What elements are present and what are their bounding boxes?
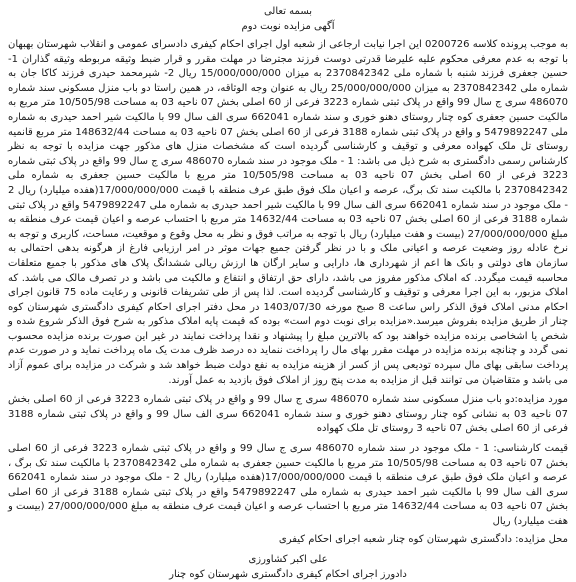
venue-paragraph: محل مزایده: دادگستری شهرستان کوه چنار شعبه اجرای احکام کیفری xyxy=(278,533,568,545)
invocation-heading: بسمه تعالی xyxy=(263,6,313,17)
signatory-position: دادورز اجرای احکام کیفری دادگستری شهرستان کوه چنار xyxy=(169,569,407,581)
signatory-name: علی اکبر کشاورزی xyxy=(248,554,328,566)
notice-title: آگهی مزایده نوبت دوم xyxy=(241,21,335,32)
price-paragraph: قیمت کارشناسی: 1 - ملک موجود در سند شماره 486070 سری ج سال 99 و واقع در پلاک ثبتی شماره 3223 فرعی از 60 اصلی بخش 07 ناحیه 03 به مساحت 10/505/98 متر مربع با مالکیت حسین جعفری به شماره ملی 2370842342 با مالکیت سند تک برگ ، عرصه و اعیان ملک فوق طبق عرف منطقه با قیمت 17/000/000/000(هفده میلیارد) ریال 2 - ملک موجود در سند شماره 662041 سری الف سال 99 با مالکیت شیر احمد حیدری به شماره ملی 5479892247 واقع در پلاک ثبتی شماره 3188 فرعی از 60 اصلی بخش 07 ناحیه 03 به مساحت 14632/44 متر مربع با احتساب عرصه و اعیان قیمت عرف منطقه به مبلغ 27/000/000/000 (بیست و هفت میلیارد) ریال xyxy=(8,443,569,527)
property-description-paragraph: مورد مزایده:دو باب منزل مسکونی سند شماره 486070 سری ج سال 99 و واقع در پلاک ثبتی شماره 3223 فرعی از 60 اصلی بخش 07 ناحیه 03 به نشانی کوه چنار روستای دهنو خوری و سند شماره 662041 سری الف سال 99 و واقع در پلاک ثبتی شماره 3188 فرعی از 60 اصلی بخش 07 ناحیه 3 روستای تل ملک کهواده xyxy=(8,394,569,435)
intro-paragraph: به موجب پرونده کلاسه 0200726 این اجرا نیابت ارجاعی از شعبه اول اجرای احکام کیفری دادسرای عمومی و انقلاب شهرستان بهبهان با توجه به عدم معرفی محکوم علیه علیرضا قدرتی دوست فرزند مجترضا در مهلت مقرر و قرار ضبط وثیقه مربوطه وثیقه گذاران 1- حسین جعفری فرزند شنبه با شماره ملی 2370842342 به میزان 15/000/000/000 ریال 2- شیرمحمد حیدری فرزند کاکا جان به شماره ملی 2370842342 به میزان 25/000/000/000 ریال به عنوان وجه الوثاقه، در همین راستا دو باب منزل مسکونی سند شماره 486070 سری ج سال 99 واقع در پلاک ثبتی شماره 3223 فرعی از 60 اصلی بخش 07 ناحیه 03 به مساحت 10/505/98 متر مربع به مالکیت حسین جعفری کوه چنار روستای دهنو خوری و سند شماره 662041 سری الف سال 99 با مالکیت شیر احمد حیدری به شماره ملی 5479892247 و واقع در پلاک ثبتی شماره 3188 فرعی از 60 اصلی بخش 07 ناحیه 03 به مساحت 148632/44 متر مربع قانمیه روستای تل ملک کهواده معرفی و توقیف و کارشناسی گردیده است که مشخصات منزل های مذکور جهت مزایده با توجه به نظر کارشناس رسمی دادگستری به شرح ذیل می باشد: 1 - ملک موجود در سند شماره 486070 سری ج سال 99 واقع در پلاک ثبتی شماره 3223 فرعی از 60 اصلی بخش 07 ناحیه 03 به مساحت 10/505/98 متر مربع با مالکیت حسین جعفری به شماره ملی 2370842342 با مالکیت سند تک برگ، عرصه و اعیان ملک فوق طبق عرف منطقه با قیمت 17/000/000/000(هفده میلیارد) ریال 2 - ملک موجود در سند شماره 662041 سری الف سال 99 با مالکیت شیر احمد حیدری به شماره ملی 5479892247 واقع در پلاک ثبتی شماره 3188 فرعی از 60 اصلی بخش 07 ناحیه 03 به مساحت 14632/44 متر مربع با احتساب عرصه و اعیان قیمت عرف منطقه به مبلغ 27/000/000/000 (بیست و هفت میلیارد) ریال با توجه به مراتب فوق و نظر به محل وقوع و موقعیت، مساحت، کاربری و توجه به نرخ عادله روز وضعیت عرصه و اعیانی ملک و با در نظر گرفتن جمیع جهات موثر در امر ارزیابی فارغ از هرگونه بدهی احتمالی به سازمان های دولتی و بانک ها اعم از شهرداری ها، دارایی و سایر ارگان ها ارزش ریالی ششدانگ پلاک های مذکور با جمیع متعلقات محاسبه قیمت میگردد. که املاک مذکور مفروز می باشد، دارای حق ارتفاق و انتفاع و مالکیت می باشد و در تصرف مالک می باشد. که املاک مزبور، به این اجرا معرفی و توقیف و کارشناسی گردیده است. لذا پس از طی تشریفات قانونی و رعایت ماده 75 قانون اجرای احکام مدنی املاک فوق الذکر راس ساعت 8 صبح مورخه 1403/07/30 در محل دفتر اجرای احکام کیفری دادگستری شهرستان کوه چنار از طریق مزایده بفروش میرسد.«مزایده برای نوبت دوم است» بوده که قیمت پایه املاک مذکور به شرح فوق الذکر شروع شده و شخص یا اشخاصی برنده مزایده خواهند بود که بالاترین مبلغ را پیشنهاد و نقدا پرداخت نمایند در غیر این صورت برنده مزایده محسوب نمی گردد و چنانچه برنده مزایده در مهلت مقرر بهای مال را پرداخت ننماید ده درصد ظرف مدت یک ماه پرداخت نماید و در صورت عدم پرداخت سابقی بهای مال سپرده تودیعی پس از کسر از هزینه مزایده به نفع دولت ضبط خواهد شد و شرکت در مزایده برای عموم آزاد می باشد و متقاضیان می توانند قبل از مزایده به مدت پنج روز از املاک فوق بازدید به عمل آورند. xyxy=(8,39,569,386)
